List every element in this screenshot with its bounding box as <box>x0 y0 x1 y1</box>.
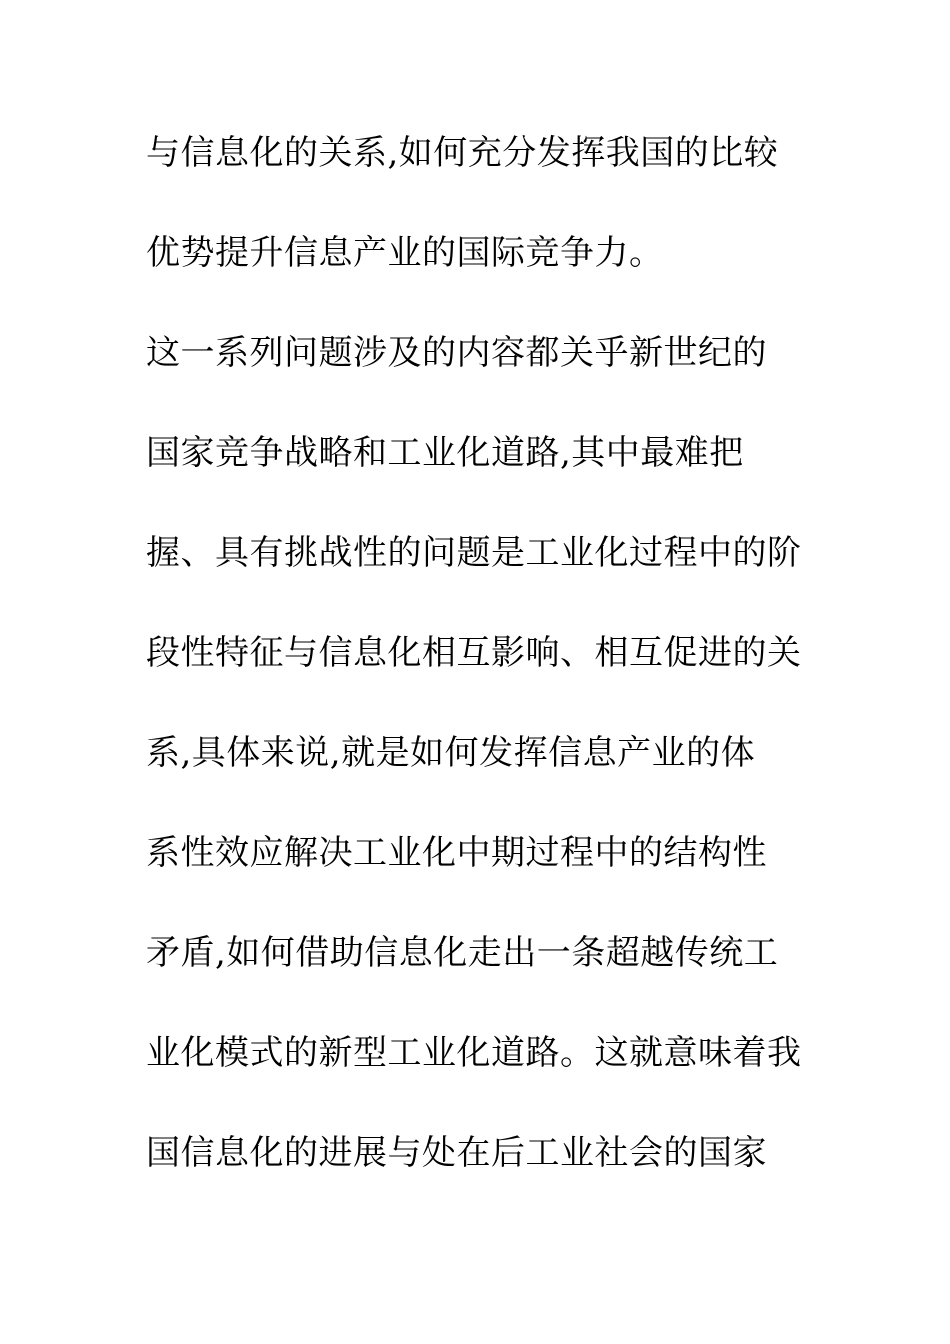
text-line: 业化模式的新型工业化道路。这就意味着我 <box>146 1033 802 1073</box>
text-line: 国信息化的进展与处在后工业社会的国家 <box>146 1133 767 1173</box>
text-line: 优势提升信息产业的国际竞争力。 <box>146 233 664 273</box>
text-line: 段性特征与信息化相互影响、相互促进的关 <box>146 633 802 673</box>
text-line: 这一系列问题涉及的内容都关乎新世纪的 <box>146 333 767 373</box>
text-line: 与信息化的关系,如何充分发挥我国的比较 <box>146 133 779 173</box>
text-line: 国家竞争战略和工业化道路,其中最难把 <box>146 433 744 473</box>
text-line: 系,具体来说,就是如何发挥信息产业的体 <box>146 733 756 773</box>
text-line: 握、具有挑战性的问题是工业化过程中的阶 <box>146 533 802 573</box>
text-line: 系性效应解决工业化中期过程中的结构性 <box>146 833 767 873</box>
text-line: 矛盾,如何借助信息化走出一条超越传统工 <box>146 933 779 973</box>
